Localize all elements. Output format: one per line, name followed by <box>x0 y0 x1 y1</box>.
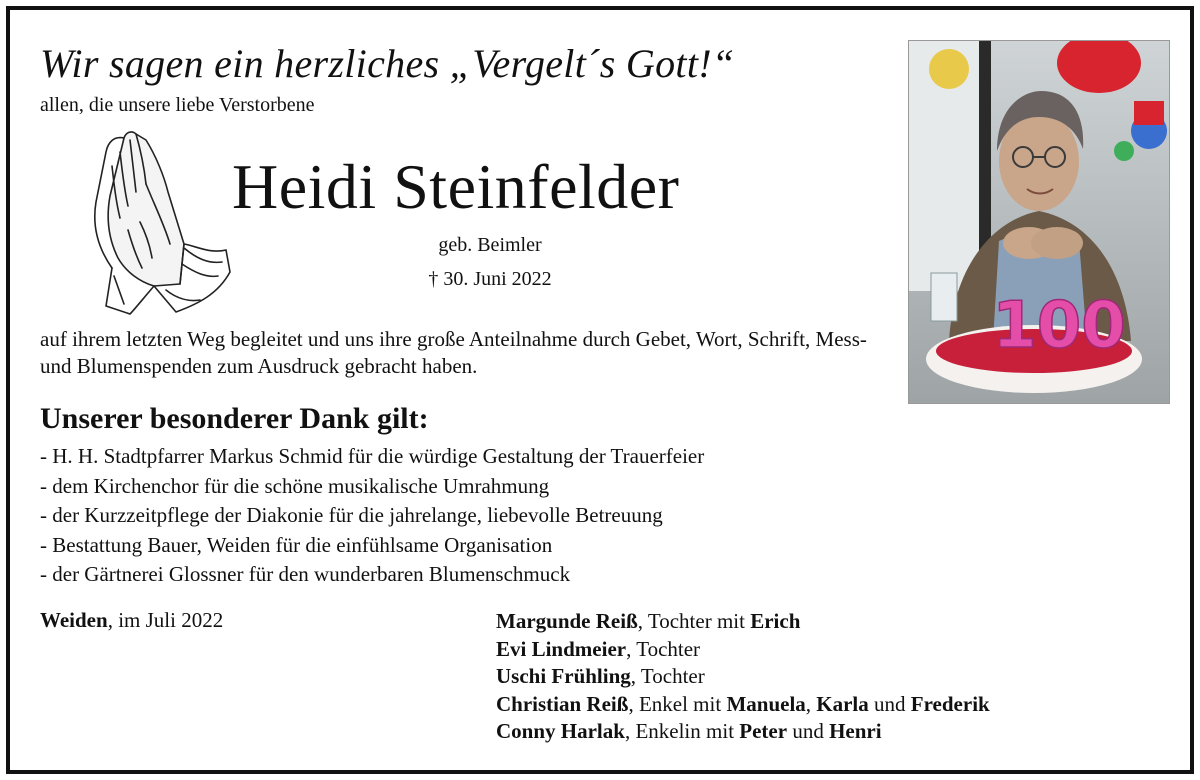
signer-name: Evi Lindmeier <box>496 636 627 661</box>
praying-hands-icon <box>84 126 232 316</box>
body-text: auf ihrem letzten Weg begleitet und uns ihre große Anteilnahme durch Gebet, Wort, Schrift, Mess- und Blumenspenden zum Ausdruck gebracht haben. <box>40 327 867 378</box>
companion-separator: und <box>868 691 911 716</box>
companion-separator: , <box>805 691 817 716</box>
companion-name: Manuela <box>726 691 806 716</box>
birthday-number: 100 <box>992 289 1126 363</box>
companion-name: Frederik <box>910 691 990 716</box>
place-date-text: , im Juli 2022 <box>107 608 224 632</box>
headline: Wir sagen ein herzliches „Vergelt´s Gott!“ <box>40 41 735 86</box>
companion-name: Erich <box>750 609 801 633</box>
signer-line <box>496 608 990 636</box>
signer-relation: , Tochter <box>630 664 705 688</box>
maiden-name: geb. Beimler <box>438 234 542 256</box>
companion-name: Karla <box>816 691 869 716</box>
place-city: Weiden <box>40 608 108 632</box>
signer-relation: , Enkelin mit <box>624 719 740 743</box>
place-date <box>40 608 223 633</box>
thanks-list <box>40 442 704 590</box>
signer-relation: , Tochter mit <box>637 609 751 633</box>
portrait-photo <box>908 40 1170 404</box>
companion-name: Henri <box>829 719 882 743</box>
signer-name: Conny Harlak <box>496 719 625 743</box>
thanks-item: - dem Kirchenchor für die schöne musikalische Umrahmung <box>40 473 550 498</box>
signer-relation: , Enkel mit <box>628 691 727 716</box>
obituary-card <box>6 6 1194 774</box>
companion-separator: und <box>787 719 830 743</box>
signers-list <box>496 608 990 746</box>
thanks-item: - der Kurzzeitpflege der Diakonie für die jahrelange, liebevolle Betreuung <box>40 503 663 527</box>
signer-line <box>496 636 990 664</box>
thanks-item: - Bestattung Bauer, Weiden für die einfühlsame Organisation <box>40 532 553 557</box>
thanks-item: - der Gärtnerei Glossner für den wunderbaren Blumenschmuck <box>40 562 571 586</box>
intro-line: allen, die unsere liebe Verstorbene <box>40 94 315 116</box>
signer-name: Uschi Frühling <box>496 664 631 688</box>
thanks-heading: Unserer besonderer Dank gilt: <box>40 402 429 435</box>
thanks-item: - H. H. Stadtpfarrer Markus Schmid für die würdige Gestaltung der Trauerfeier <box>40 444 705 468</box>
signer-line <box>496 718 990 746</box>
signer-relation: , Tochter <box>626 636 701 661</box>
signer-name: Margunde Reiß <box>496 609 638 633</box>
companion-name: Peter <box>739 719 788 743</box>
signer-name: Christian Reiß <box>496 691 629 716</box>
signer-line <box>496 663 990 691</box>
signer-line <box>496 691 990 719</box>
deceased-name: Heidi Steinfelder <box>232 151 680 222</box>
death-date: † 30. Juni 2022 <box>428 268 552 290</box>
